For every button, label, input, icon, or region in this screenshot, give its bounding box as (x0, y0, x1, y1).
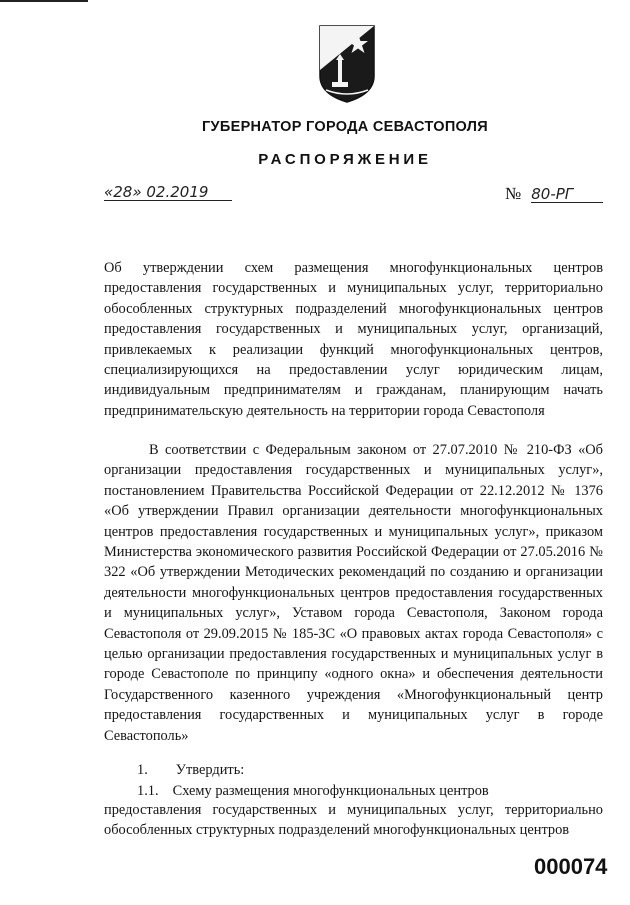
number-sign: № (505, 184, 522, 203)
document-type: РАСПОРЯЖЕНИЕ (258, 151, 432, 168)
list-item-1-1-continuation: предоставления государственных и муниципальных услуг, территориально обособленных структурных подразделений многофункциональных центров (104, 802, 603, 839)
list-item-1-1 (137, 781, 489, 801)
preamble-paragraph: В соответствии с Федеральным законом от 27.07.2010 № 210-ФЗ «Об организации предоставления государственных и муниципальных услуг», постановлением Правительства Российской Федерации от 22.12.2012 № 1376 «Об утверждении Правил организации деятельности многофункциональных центров предоставления государственных и муниципальных услуг», приказом Министерства экономического развития Российской Федерации от 27.05.2016 № 322 «Об утверждении Методических рекомендаций по созданию и организации деятельности многофункциональных центров предоставления государственных и муниципальных услуг», Уставом города Севастополя, Законом города Севастополя от 29.09.2015 № 185-ЗС «О правовых актах города Севастополя» с целью организации предоставления государственных и муниципальных услуг в городе Севастополе по принципу «одного окна» и обеспечения деятельности Государственного казенного учреждения «Многофункциональный центр предоставления государственных и муниципальных услуг в городе Севастополь» (104, 442, 603, 744)
authority-title: ГУБЕРНАТОР ГОРОДА СЕВАСТОПОЛЯ (202, 119, 488, 135)
number-value: 80-РГ (531, 186, 603, 203)
sevastopol-coat-of-arms-icon (318, 20, 376, 104)
list-item-1-text: Утвердить: (175, 762, 245, 778)
document-title: Об утверждении схем размещения многофункциональных центров предоставления государственных и муниципальных услуг, территориально обособленных структурных подразделений многофункциональных центров предоставления государственных и муниципальных услуг, организаций, привлекаемых к реализации функций многофункциональных центров, специализирующихся на предоставлении услуг юридическим лицам, индивидуальным предпринимателям и гражданам, планирующим начать предпринимательскую деятельность на территории города Севастополя (104, 260, 603, 419)
list-item-1 (137, 760, 244, 780)
list-item-1-1-number: 1.1. (137, 783, 159, 799)
list-item-1-number: 1. (137, 762, 148, 778)
document-date (104, 184, 232, 202)
page-number: 000074 (534, 854, 608, 879)
list-item-1-1-text: Схему размещения многофункциональных центров (172, 783, 489, 799)
document-number (505, 184, 603, 204)
date-value: «28» 02.2019 (104, 184, 232, 201)
scan-edge-line (0, 0, 88, 2)
